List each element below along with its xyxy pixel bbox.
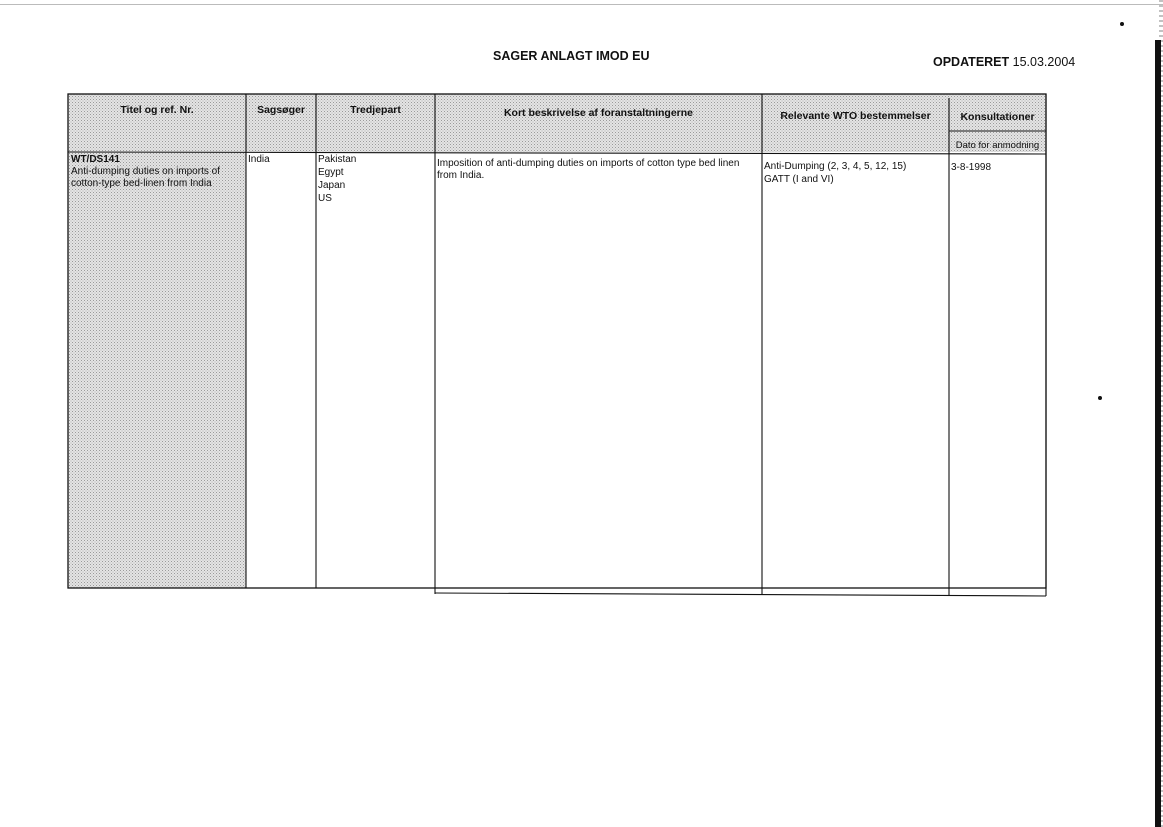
third-party: Egypt (318, 167, 344, 178)
col-header-wto-provisions: Relevante WTO bestemmelser (780, 110, 931, 122)
case-title-line: cotton-type bed-linen from India (71, 178, 212, 189)
document-title: SAGER ANLAGT IMOD EU (493, 49, 650, 63)
col-header-third-party: Tredjepart (350, 104, 401, 116)
updated-date: 15.03.2004 (1012, 55, 1076, 69)
third-party: US (318, 193, 332, 204)
third-party: Japan (318, 180, 346, 191)
description-line: from India. (437, 170, 485, 181)
col-header-complainant: Sagsøger (257, 104, 305, 116)
col-header-description: Kort beskrivelse af foranstaltningerne (503, 107, 694, 119)
case-title-line: Anti-dumping duties on imports of (71, 166, 220, 177)
description-line: Imposition of anti-dumping duties on imports of cotton type bed linen (437, 158, 740, 169)
request-date: 3-8-1998 (951, 162, 992, 173)
wto-provision: GATT (I and VI) (764, 174, 834, 185)
col-header-title-ref: Titel og ref. Nr. (120, 104, 194, 116)
col-subheader-request-date: Dato for anmodning (955, 140, 1040, 151)
col-header-consultations: Konsultationer (960, 111, 1035, 123)
updated-label: OPDATERET (933, 55, 1010, 69)
wto-provision: Anti-Dumping (2, 3, 4, 5, 12, 15) (764, 161, 907, 172)
third-party: Pakistan (318, 154, 357, 165)
complainant: India (248, 154, 270, 165)
case-ref: WT/DS141 (71, 154, 120, 165)
